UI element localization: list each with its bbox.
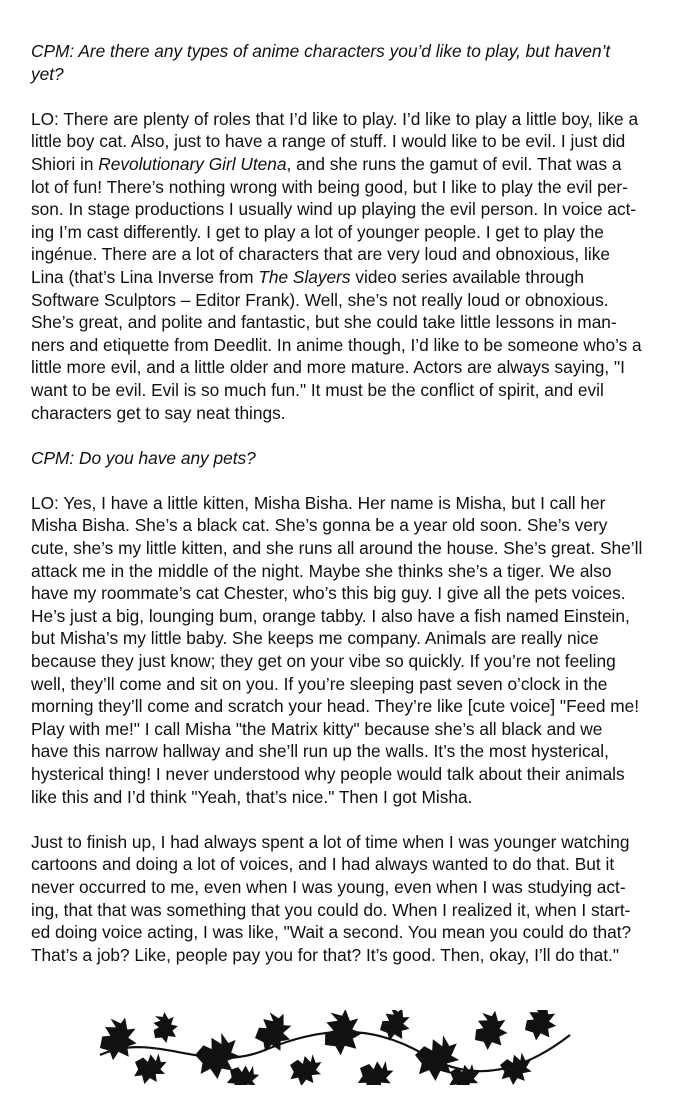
text-run: ners and etiquette from Deedlit. In anime though, I’d like to be someone who’s a bbox=[31, 334, 642, 355]
text-run: Misha Bisha. She’s a black cat. She’s gonna be a year old soon. She’s very bbox=[31, 515, 608, 536]
text-run: never occurred to me, even when I was young, even when I was studying act- bbox=[31, 876, 626, 897]
text-line bbox=[31, 921, 681, 944]
text-run: little boy cat. Also, just to have a range of stuff. I would like to be evil. I just did bbox=[31, 131, 626, 152]
question-line: yet? bbox=[31, 63, 64, 84]
ivy-leaf bbox=[351, 1051, 399, 1085]
closing-paragraph bbox=[31, 831, 681, 967]
text-run: , and she runs the gamut of evil. That was a bbox=[286, 153, 622, 174]
text-run: son. In stage productions I usually wind up playing the evil person. In voice act- bbox=[31, 199, 637, 220]
text-run: because they just know; they get on your vibe so quickly. If you’re not feeling bbox=[31, 651, 616, 672]
text-line bbox=[31, 944, 681, 967]
text-line bbox=[31, 130, 681, 153]
text-line bbox=[31, 334, 681, 357]
ivy-leaf bbox=[312, 1010, 370, 1061]
interview-page bbox=[31, 40, 681, 989]
text-line bbox=[31, 853, 681, 876]
text-run: cute, she’s my little kitten, and she runs all around the house. She’s great. She’ll bbox=[31, 538, 643, 559]
text-run: LO: There are plenty of roles that I’d like to play. I’d like to play a little boy, like a bbox=[31, 108, 639, 129]
text-run: LO: Yes, I have a little kitten, Misha Bisha. Her name is Misha, but I call her bbox=[31, 492, 606, 513]
text-run: want to be evil. Evil is so much fun." It must be the conflict of spirit, and evil bbox=[31, 379, 604, 400]
text-line bbox=[31, 153, 681, 176]
text-run: She’s great, and polite and fantastic, but she could take little lessons in man- bbox=[31, 312, 617, 333]
ivy-leaf bbox=[251, 1010, 295, 1055]
text-line bbox=[31, 356, 681, 379]
text-run: Shiori in bbox=[31, 153, 99, 174]
ivy-leaf bbox=[128, 1045, 173, 1085]
title-italic: Revolutionary Girl Utena bbox=[98, 153, 287, 174]
question-line: CPM: Do you have any pets? bbox=[31, 447, 256, 468]
text-run: ing, that that was something that you could do. When I realized it, when I start- bbox=[31, 899, 631, 920]
ivy-leaf bbox=[95, 1012, 144, 1065]
text-line bbox=[31, 198, 681, 221]
answer-roles bbox=[31, 108, 681, 424]
text-run: Software Sculptors – Editor Frank). Well, she’s not really loud or obnoxious. bbox=[31, 289, 609, 310]
text-run: Play with me!" I call Misha "the Matrix kitty" because she’s all black and we bbox=[31, 718, 603, 739]
text-line bbox=[31, 266, 681, 289]
text-line bbox=[31, 718, 681, 741]
text-line bbox=[31, 108, 681, 131]
text-run: have my roommate’s cat Chester, who’s this big guy. I give all the pets voices. bbox=[31, 583, 626, 604]
text-run: Just to finish up, I had always spent a lot of time when I was younger watching bbox=[31, 831, 630, 852]
ivy-leaf bbox=[375, 1010, 415, 1044]
question-pets bbox=[31, 447, 681, 470]
text-run: ingénue. There are a lot of characters that are very loud and obnoxious, like bbox=[31, 244, 610, 265]
text-line bbox=[31, 899, 681, 922]
text-line bbox=[31, 221, 681, 244]
text-line bbox=[31, 514, 681, 537]
ivy-leaf bbox=[466, 1010, 515, 1055]
text-line bbox=[31, 582, 681, 605]
question-line: CPM: Are there any types of anime characters you’d like to play, but haven’t bbox=[31, 41, 611, 61]
text-line bbox=[31, 311, 681, 334]
text-line bbox=[31, 876, 681, 899]
text-line bbox=[31, 243, 681, 266]
text-run: That’s a job? Like, people pay you for that? It’s good. Then, okay, I’ll do that." bbox=[31, 944, 619, 965]
ivy-vine-ornament-icon bbox=[95, 1010, 575, 1085]
text-line bbox=[31, 176, 681, 199]
text-line bbox=[31, 402, 681, 425]
text-run: lot of fun! There’s nothing wrong with being good, but I like to play the evil per- bbox=[31, 176, 628, 197]
text-run: hysterical thing! I never understood why people would talk about their animals bbox=[31, 764, 625, 784]
text-line bbox=[31, 379, 681, 402]
text-line bbox=[31, 673, 681, 696]
text-line bbox=[31, 740, 681, 763]
text-line bbox=[31, 763, 681, 786]
text-line bbox=[31, 560, 681, 583]
ivy-leaf bbox=[144, 1010, 184, 1048]
text-run: little more evil, and a little older and more mature. Actors are always saying, "I bbox=[31, 357, 625, 378]
text-run: but Misha’s my little baby. She keeps me company. Animals are really nice bbox=[31, 628, 599, 649]
text-line bbox=[31, 695, 681, 718]
text-line bbox=[31, 605, 681, 628]
text-run: well, they’ll come and sit on you. If you’re sleeping past seven o’clock in the bbox=[31, 673, 608, 694]
ivy-leaf bbox=[518, 1010, 562, 1044]
text-line bbox=[31, 289, 681, 312]
question-pets-anime bbox=[31, 40, 681, 85]
text-run: ed doing voice acting, I was like, "Wait a second. You mean you could do that? bbox=[31, 922, 632, 943]
text-line bbox=[31, 786, 681, 809]
text-run: morning they’ll come and scratch your head. They’re like [cute voice] "Feed me! bbox=[31, 696, 640, 717]
text-run: Lina (that’s Lina Inverse from bbox=[31, 266, 259, 287]
text-line bbox=[31, 537, 681, 560]
text-run: have this narrow hallway and she’ll run up the walls. It’s the most hysterical, bbox=[31, 741, 609, 762]
text-line bbox=[31, 650, 681, 673]
title-italic: The Slayers bbox=[258, 266, 351, 287]
text-run: He’s just a big, lounging bum, orange tabby. I also have a fish named Einstein, bbox=[31, 605, 630, 626]
answer-pets bbox=[31, 492, 681, 808]
text-run: cartoons and doing a lot of voices, and I had always wanted to do that. But it bbox=[31, 854, 615, 875]
text-run: video series available through bbox=[350, 266, 585, 287]
text-run: characters get to say neat things. bbox=[31, 402, 286, 423]
text-line bbox=[31, 627, 681, 650]
text-run: like this and I’d think "Yeah, that’s nice." Then I got Misha. bbox=[31, 786, 473, 807]
ivy-leaf bbox=[495, 1047, 537, 1085]
text-run: ing I’m cast differently. I get to play a lot of younger people. I get to play the bbox=[31, 221, 604, 242]
text-line bbox=[31, 492, 681, 515]
text-line bbox=[31, 831, 681, 854]
text-run: attack me in the middle of the night. Maybe she thinks she’s a tiger. We also bbox=[31, 560, 612, 581]
ivy-leaf bbox=[284, 1048, 327, 1085]
